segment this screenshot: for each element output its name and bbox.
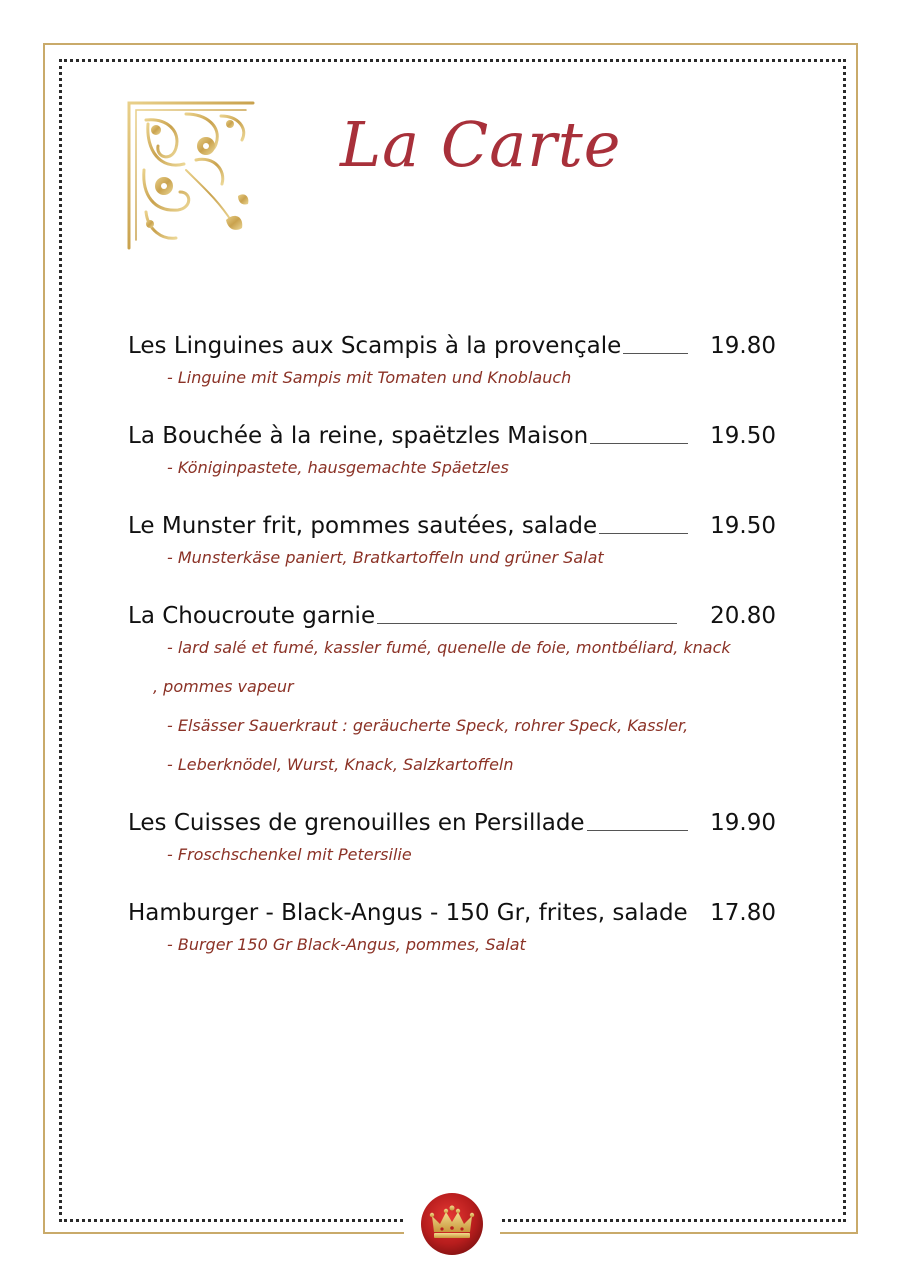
dish-price: 20.80 [710, 603, 776, 629]
dish-description: - Leberknödel, Wurst, Knack, Salzkartoffeln [167, 754, 514, 774]
dish-name: Le Munster frit, pommes sautées, salade [128, 513, 598, 539]
dish-description: - Königinpastete, hausgemachte Späetzles [167, 457, 509, 477]
leader-line [599, 533, 688, 534]
menu-item [128, 408, 778, 487]
leader-line [623, 353, 688, 354]
dish-price: 19.80 [710, 333, 776, 359]
menu-item [128, 318, 778, 397]
dish-row [128, 318, 778, 358]
gold-floral-corner-icon [126, 100, 256, 250]
dish-price: 19.90 [710, 810, 776, 836]
dish-description: - Froschschenkel mit Petersilie [167, 844, 412, 864]
menu-item [128, 885, 778, 964]
dish-name: Les Cuisses de grenouilles en Persillade [128, 810, 585, 836]
dish-row [128, 885, 778, 925]
menu-item [128, 795, 778, 874]
dish-name: La Bouchée à la reine, spaëtzles Maison [128, 423, 589, 449]
menu-list [128, 318, 778, 964]
dish-description: - Linguine mit Sampis mit Tomaten und Knoblauch [167, 367, 572, 387]
dish-name: La Choucroute garnie [128, 603, 376, 629]
dish-row [128, 408, 778, 448]
dish-description: - lard salé et fumé, kassler fumé, quenelle de foie, montbéliard, knack [167, 637, 731, 657]
dish-price: 19.50 [710, 513, 776, 539]
leader-line [587, 830, 688, 831]
menu-item [128, 498, 778, 577]
leader-line [377, 623, 677, 624]
dish-description: - Munsterkäse paniert, Bratkartoffeln und grüner Salat [167, 547, 604, 567]
dish-row [128, 498, 778, 538]
dish-description: - Elsässer Sauerkraut : geräucherte Speck, rohrer Speck, Kassler, [167, 715, 689, 735]
dish-name: Hamburger - Black-Angus - 150 Gr, frites, salade [128, 900, 688, 926]
dish-description: , pommes vapeur [153, 676, 294, 696]
crown-emblem-icon [420, 1192, 484, 1256]
dish-name: Les Linguines aux Scampis à la provençale [128, 333, 622, 359]
dish-price: 17.80 [710, 900, 776, 926]
menu-item [128, 588, 778, 784]
dish-row [128, 588, 778, 628]
dish-price: 19.50 [710, 423, 776, 449]
page-title: La Carte [340, 108, 622, 181]
dish-description: - Burger 150 Gr Black-Angus, pommes, Salat [167, 934, 526, 954]
leader-line [590, 443, 688, 444]
dish-row [128, 795, 778, 835]
